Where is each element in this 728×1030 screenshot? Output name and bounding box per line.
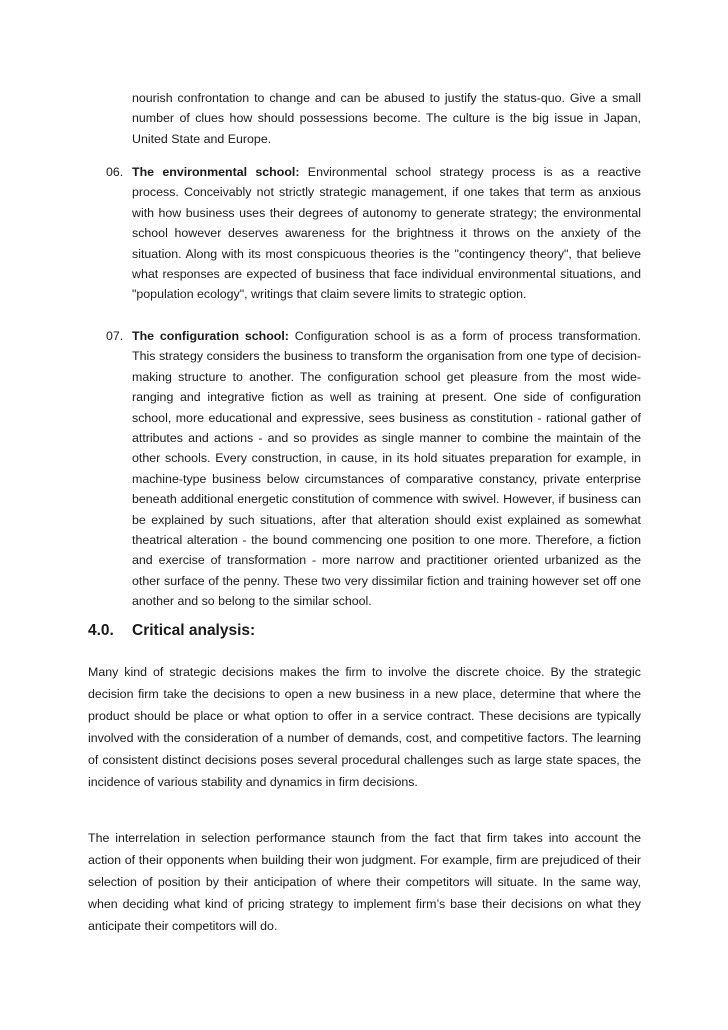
item-number-07: 07.: [106, 329, 124, 343]
item-body-configuration: Configuration school is as a form of process transformation. This strategy considers the business to transform the organisation from one type of decision-making structure to another. The configuration school get pleasure from the most wide-ranging and integrative fiction as well as training at present. One side of configuration school, more educational and expressive, sees business as constitution - rational gather of attributes and actions - and so provides as single manner to combine the maintain of the other schools. Every construction, in cause, in its hold situates preparation for example, in machine-type business below circumstances of comparative constancy, private enterprise beneath additional energetic constitution of commence with swivel. However, if business can be explained by such situations, after that alteration should exist explained as somewhat theatrical alteration - the bound commencing one position to one more. Therefore, a fiction and exercise of transformation - more narrow and practitioner oriented urbanized as the other surface of the penny. These two very dissimilar fiction and training however set off one another and so belong to the similar school.: [132, 329, 641, 609]
intro-continuation-text: nourish confrontation to change and can be abused to justify the status-quo. Give a small number of clues how should possessions become. The culture is the big issue in Japan, United State and Europe.: [132, 91, 641, 146]
item-body-environmental: Environmental school strategy process is as a reactive process. Conceivably not strictly strategic management, if one takes that term as anxious with how business uses their degrees of autonomy to generate strategy; the environmental school however deserves awareness for the brightness it throws on the anxiety of the situation. Along with its most conspicuous theories is the "contingency theory", that believe what responses are expected of business that face individual environmental situations, and "population ecology", writings that claim severe limits to strategic option.: [132, 165, 641, 302]
item-number-06: 06.: [106, 165, 124, 179]
item-environmental-school: [132, 162, 641, 305]
item-title-configuration: The configuration school:: [132, 329, 289, 343]
paragraph-critical-analysis-2: The interrelation in selection performance staunch from the fact that firm takes into account the action of their opponents when building their won judgment. For example, firm are prejudiced of their selection of position by their anticipation of where their competitors will situate. In the same way, when deciding what kind of pricing strategy to implement firm’s base their decisions on what they anticipate their competitors will do.: [88, 831, 641, 933]
paragraph-critical-analysis-1: Many kind of strategic decisions makes the firm to involve the discrete choice. By the strategic decision firm take the decisions to open a new business in a new place, determine that where the product should be place or what option to offer in a service contract. These decisions are typically involved with the consideration of a number of demands, cost, and competitive factors. The learning of consistent distinct decisions poses several procedural challenges such as large state spaces, the incidence of various stability and dynamics in firm decisions.: [88, 665, 641, 789]
item-configuration-school: [132, 326, 641, 612]
section-title: Critical analysis:: [132, 622, 256, 639]
section-number: 4.0.: [88, 622, 114, 639]
section-heading: [88, 620, 255, 642]
item-title-environmental: The environmental school:: [132, 165, 300, 179]
